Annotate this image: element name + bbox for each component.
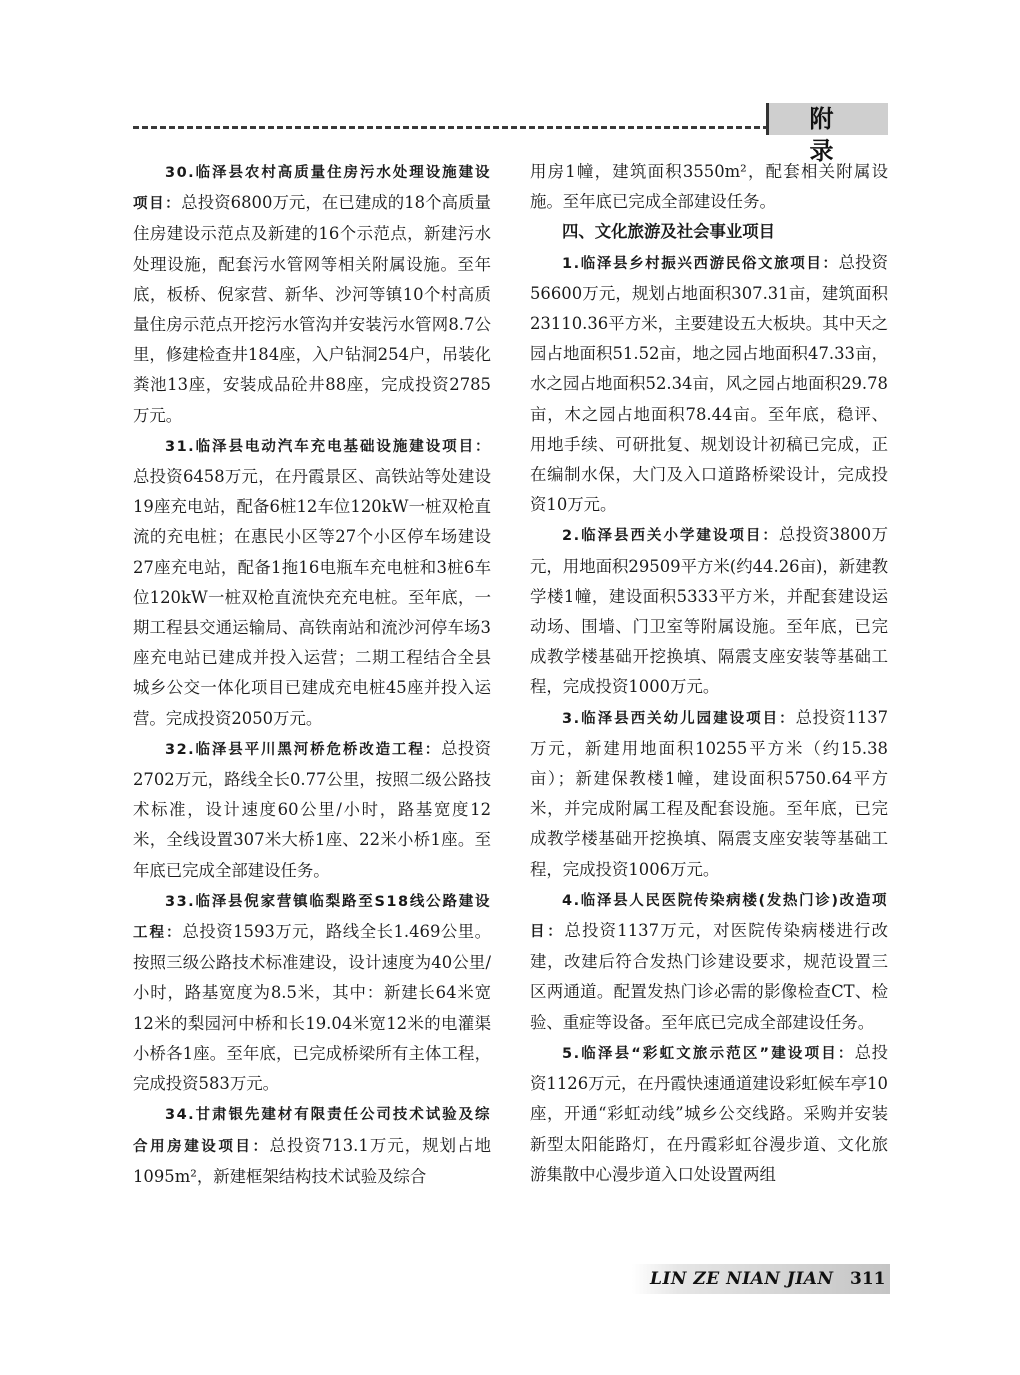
project-body: 总投资1593万元，路线全长1.469公里。按照三级公路技术标准建设，设计速度为40公里/小时，路基宽度为8.5米，其中：新建长64米宽12米的梨园河中桥和长19.04米宽12米的电灌渠小桥各1座。至年底，已完成桥梁所有主体工程，完成投资583万元。 xyxy=(133,922,492,1094)
project-title: 33.临泽县倪家营镇临梨路至S18线公路建设工程： xyxy=(133,893,491,942)
project-paragraph xyxy=(133,734,491,886)
project-paragraph xyxy=(133,886,491,1099)
section-tab: 附 录 xyxy=(766,103,888,135)
project-title: 2.临泽县西关小学建设项目： xyxy=(562,528,779,545)
project-title: 5.临泽县“彩虹文旅示范区”建设项目： xyxy=(562,1045,855,1062)
project-paragraph xyxy=(530,1038,888,1190)
left-column xyxy=(133,157,491,1192)
project-paragraph xyxy=(530,520,888,702)
continuation-paragraph: 用房1幢，建筑面积3550m²，配套相关附属设施。至年底已完成全部建设任务。 xyxy=(530,162,888,212)
project-body: 总投资2702万元，路线全长0.77公里，按照二级公路技术标准，设计速度60公里/小时，路基宽度12米，全线设置307米大桥1座、22米小桥1座。至年底已完成全部建设任务。 xyxy=(133,738,492,880)
section-heading: 四、文化旅游及社会事业项目 xyxy=(562,222,776,242)
project-body: 总投资1137万元，新建用地面积10255平方米（约15.38亩）；新建保教楼1幢，建设面积5750.64平方米，并完成附属工程及配套设施。至年底，已完成教学楼基础开挖换填、隔震支座安装等基础工程，完成投资1006万元。 xyxy=(530,707,888,879)
project-body: 总投资56600万元，规划占地面积307.31亩，建筑面积23110.36平方米，主要建设五大板块。其中天之园占地面积51.52亩，地之园占地面积47.33亩，水之园占地面积52.34亩，风之园占地面积29.78亩，木之园占地面积78.44亩。至年底，稳评、用地手续、可研批复、规划设计初稿已完成，正在编制水保，大门及入口道路桥梁设计，完成投资10万元。 xyxy=(530,252,888,515)
project-title: 34.甘肃银先建材有限责任公司技术试验及综合用房建设项目： xyxy=(133,1107,491,1155)
project-title: 1.临泽县乡村振兴西游民俗文旅项目： xyxy=(562,255,839,272)
project-body: 总投资3800万元，用地面积29509平方米(约44.26亩)，新建教学楼1幢，建设面积5333平方米，并配套建设运动场、围墙、门卫室等附属设施。至年底，已完成教学楼基础开挖换填、隔震支座安装等基础工程，完成投资1000万元。 xyxy=(530,525,888,697)
project-title: 3.临泽县西关幼儿园建设项目： xyxy=(562,710,796,727)
project-body: 总投资713.1万元，规划占地1095m²，新建框架结构技术试验及综合 xyxy=(133,1135,491,1186)
project-paragraph xyxy=(133,431,491,734)
right-column xyxy=(530,157,888,1190)
project-paragraph xyxy=(530,885,888,1038)
project-body: 总投资6458万元，在丹霞景区、高铁站等处建设19座充电站，配备6桩12车位120kW一桩双枪直流的充电桩；在惠民小区等27个小区停车场建设27座充电站，配备1拖16电瓶车充电桩和3桩6车位120kW一桩双枪直流快充充电桩。至年底，一期工程县交通运输局、高铁南站和流沙河停车场3座充电站已建成并投入运营；二期工程结合全县城乡公交一体化项目已建成充电桩45座并投入运营。完成投资2050万元。 xyxy=(133,467,491,728)
project-title: 31.临泽县电动汽车充电基础设施建设项目： xyxy=(165,438,491,455)
journal-title: LIN ZE NIAN JIAN xyxy=(650,1269,834,1289)
project-paragraph xyxy=(133,1099,491,1192)
header-rule xyxy=(133,126,769,129)
project-paragraph xyxy=(133,157,491,431)
project-paragraph xyxy=(530,248,888,521)
project-title: 4.临泽县人民医院传染病楼(发热门诊)改造项目： xyxy=(530,892,888,941)
project-title: 32.临泽县平川黑河桥危桥改造工程： xyxy=(165,741,442,758)
project-body: 总投资1137万元，对医院传染病楼进行改建，改建后符合发热门诊建设要求，规范设置三区两通道。配置发热门诊必需的影像检查CT、检验、重症等设备。至年底已完成全部建设任务。 xyxy=(530,921,888,1032)
project-title: 30.临泽县农村高质量住房污水处理设施建设项目： xyxy=(133,165,491,213)
page-number: 311 xyxy=(850,1269,886,1289)
project-paragraph xyxy=(530,703,888,885)
project-body: 总投资1126万元，在丹霞快速通道建设彩虹候车亭10座，开通“彩虹动线”城乡公交线路。采购并安装新型太阳能路灯，在丹霞彩虹谷漫步道、文化旅游集散中心漫步道入口处设置两组 xyxy=(530,1042,889,1184)
project-body: 总投资6800万元，在已建成的18个高质量住房建设示范点及新建的16个示范点，新建污水处理设施，配套污水管网等相关附属设施。至年底，板桥、倪家营、新华、沙河等镇10个村高质量住房示范点开挖污水管沟并安装污水管网8.7公里，修建检查井184座，入户钻洞254户，吊装化粪池13座，安装成品砼井88座，完成投资2785万元。 xyxy=(133,193,491,425)
